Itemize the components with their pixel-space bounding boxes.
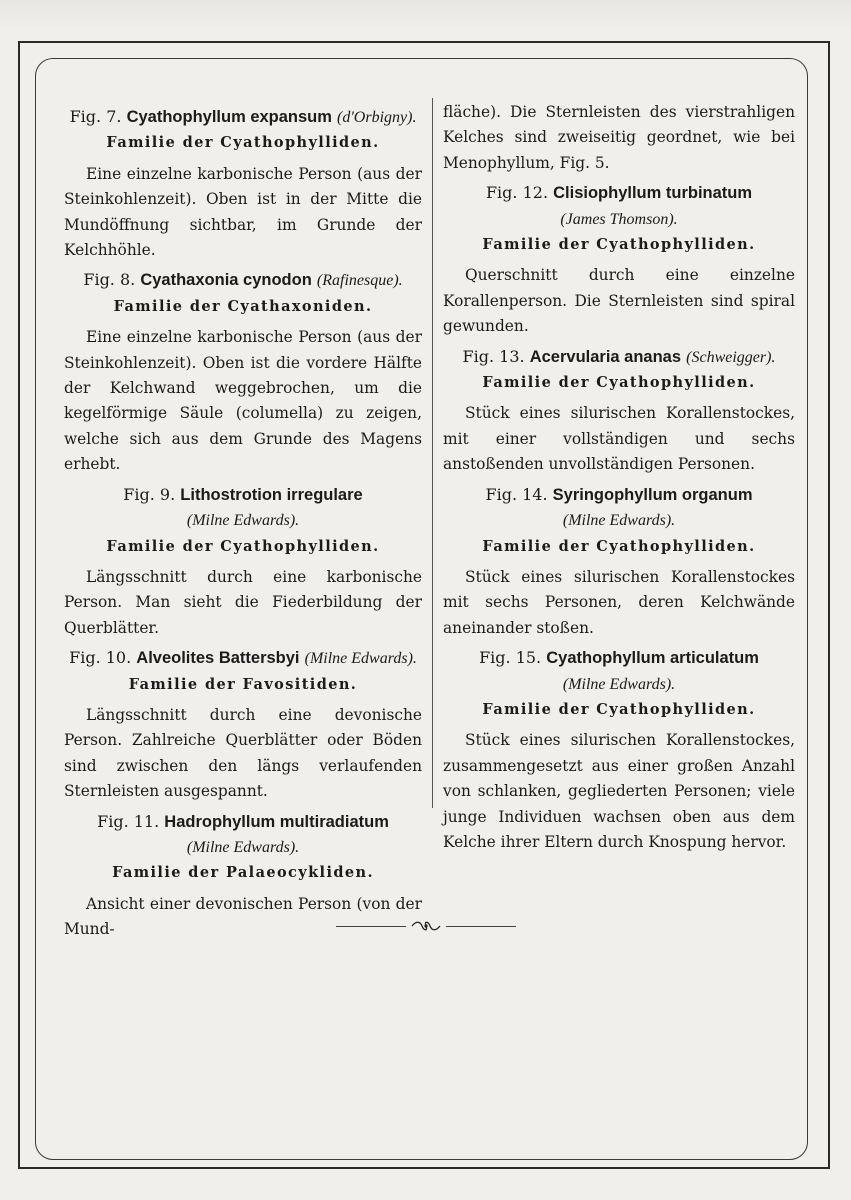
- figure-description: Stück eines silurischen Korallenstockes, zusammengesetzt aus einer großen Anzahl von schlanken, gegliederten Personen; viele junge Individuen wachsen oben aus dem Kelche ihrer Eltern durch Knospung hervor.: [443, 731, 795, 851]
- figure-number: Fig. 10.: [69, 648, 132, 668]
- figure-heading: [443, 482, 795, 508]
- ornament-rule-right: [446, 926, 516, 927]
- family-label: Familie der Favositiden.: [128, 675, 358, 693]
- family-label: Familie der Cyathophylliden.: [106, 537, 380, 555]
- figure-number: Fig. 12.: [485, 183, 549, 203]
- scroll-ornament-icon: [336, 919, 516, 935]
- figure-number: Fig. 13.: [462, 346, 525, 366]
- figure-number: Fig. 15.: [479, 648, 542, 668]
- figure-description: Ansicht einer devonischen Person (von der Mund-: [64, 894, 422, 939]
- figure-description: Eine einzelne karbonische Person (aus der Steinkohlenzeit). Oben ist die vordere Hälfte der Kelchwand weggebrochen, um die kegelförmige Säule (columella) zu zeigen, welche sich aus dem Grunde des Magens erhebt.: [64, 328, 422, 474]
- family-label: Familie der Cyathophylliden.: [482, 236, 756, 254]
- figure-entry-13: [443, 344, 795, 478]
- figure-heading: [64, 809, 422, 835]
- left-column: [64, 100, 422, 947]
- figure-number: Fig. 11.: [97, 811, 160, 831]
- family-label: Familie der Cyathophylliden.: [106, 134, 380, 152]
- continued-description: fläche). Die Sternleisten des vierstrahligen Kelches sind zweiseitig geordnet, wie bei Menophyllum, Fig. 5.: [443, 103, 795, 172]
- ornament-center: [410, 919, 442, 937]
- species-name: Hadrophyllum multiradiatum: [164, 812, 389, 831]
- figure-number: Fig. 14.: [485, 484, 548, 504]
- family-label: Familie der Cyathophylliden.: [482, 537, 756, 555]
- figure-description: Längsschnitt durch eine devonische Person. Zahlreiche Querblätter oder Böden sind zwischen den längs verlaufenden Sternleisten ausgespannt.: [64, 705, 422, 801]
- figure-number: Fig. 9.: [123, 484, 176, 504]
- species-name: Clisiophyllum turbinatum: [553, 184, 753, 203]
- figure-heading: [64, 267, 422, 293]
- bleed-through-header: [0, 0, 851, 30]
- figure-entry-12: [443, 180, 795, 339]
- species-author: (d'Orbigny).: [337, 109, 417, 126]
- figure-heading: [64, 645, 422, 671]
- species-author: (Milne Edwards).: [304, 650, 417, 668]
- figure-entry-14: [443, 482, 795, 641]
- species-author: (Rafinesque).: [316, 272, 403, 290]
- family-label: Familie der Cyathaxoniden.: [113, 297, 373, 315]
- family-label: Familie der Cyathophylliden.: [482, 374, 756, 392]
- species-author: (Milne Edwards).: [186, 838, 300, 856]
- figure-entry-9: [64, 482, 422, 641]
- figure-heading: [443, 344, 795, 370]
- figure-heading: [64, 482, 422, 508]
- species-name: Syringophyllum organum: [552, 485, 753, 504]
- species-name: Cyathophyllum articulatum: [546, 649, 759, 668]
- species-name: Cyathophyllum expansum: [126, 108, 332, 126]
- figure-heading: [443, 180, 795, 206]
- figure-description: Querschnitt durch eine einzelne Korallenperson. Die Sternleisten sind spiral gewunden.: [443, 266, 795, 336]
- figure-entry-10: [64, 645, 422, 804]
- species-name: Acervularia ananas: [529, 347, 682, 366]
- figure-heading: [64, 104, 422, 130]
- figure-entry-7: [64, 104, 422, 263]
- species-author: (Schweigger).: [686, 348, 776, 366]
- species-name: Alveolites Battersbyi: [136, 649, 300, 668]
- species-author: (Milne Edwards).: [186, 512, 300, 530]
- ornament-rule-left: [336, 926, 406, 927]
- family-label: Familie der Palaeocykliden.: [112, 864, 374, 882]
- species-author: (Milne Edwards).: [562, 675, 676, 693]
- figure-description: Eine einzelne karbonische Person (aus der Steinkohlenzeit). Oben ist in der Mitte die Mundöffnung sichtbar, im Grunde der Kelchhöhle.: [64, 164, 422, 260]
- species-name: Cyathaxonia cynodon: [140, 271, 312, 290]
- figure-entry-15: [443, 645, 795, 855]
- figure-number: Fig. 8.: [83, 270, 136, 290]
- figure-number: Fig. 7.: [69, 107, 122, 126]
- column-divider: [432, 98, 433, 808]
- species-name: Lithostrotion irregulare: [180, 485, 363, 504]
- right-column: [443, 100, 795, 859]
- ornament-glyph: [410, 919, 442, 933]
- family-label: Familie der Cyathophylliden.: [482, 700, 756, 718]
- figure-description: Stück eines silurischen Korallenstockes mit sechs Personen, deren Kelchwände aneinander stoßen.: [443, 567, 795, 637]
- figure-description: Stück eines silurischen Korallenstockes, mit einer vollständigen und sechs anstoßenden unvollständigen Personen.: [443, 404, 795, 474]
- species-author: (Milne Edwards).: [562, 512, 676, 530]
- figure-entry-8: [64, 267, 422, 477]
- figure-heading: [443, 645, 795, 671]
- species-author: (James Thomson).: [560, 210, 678, 228]
- figure-description: Längsschnitt durch eine karbonische Person. Man sieht die Fiederbildung der Querblätter.: [64, 567, 422, 637]
